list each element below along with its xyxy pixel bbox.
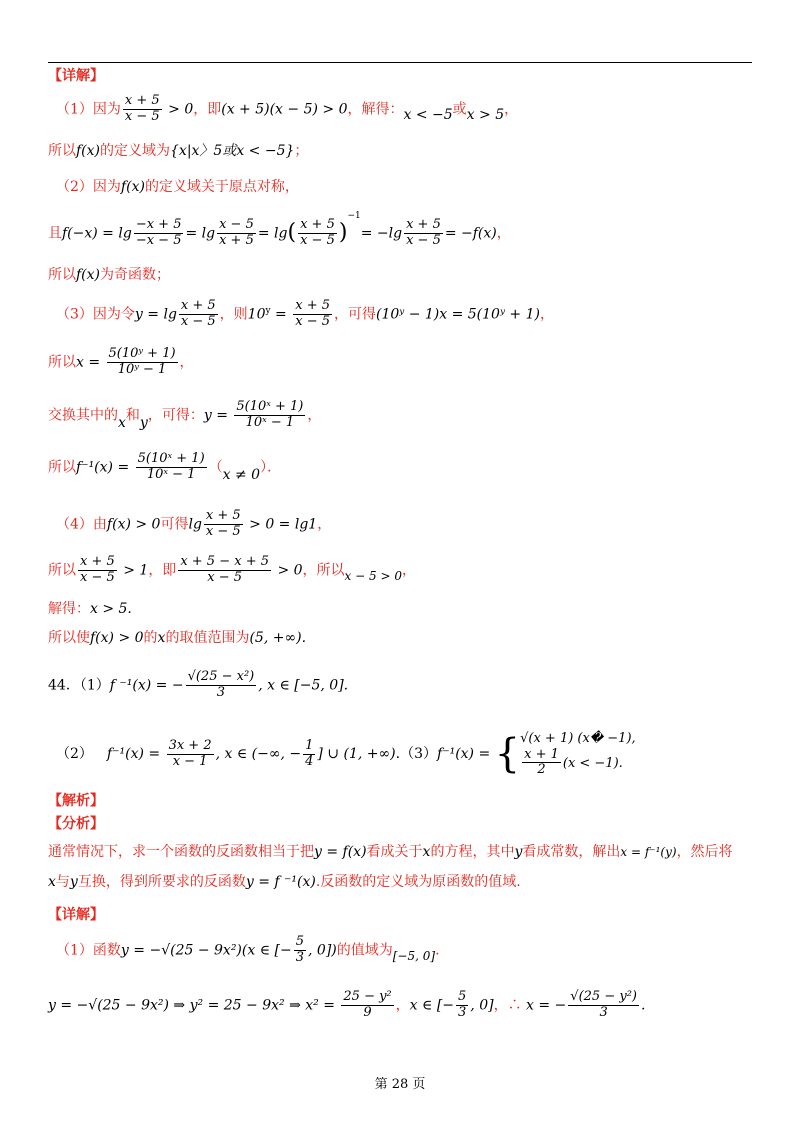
page-number: 第 28 页 <box>374 1077 426 1092</box>
fraction: $\frac{x + 5}{x - 5}$ <box>180 298 216 329</box>
fraction: $\frac{\text{√(25 − y²)}}{3}$ <box>570 989 637 1020</box>
fenxi-label: 【分析】 <box>48 816 104 832</box>
piecewise-cases: √(x + 1) (x� −1), $\frac{x + 1}{2}$ (x < −1). <box>520 731 636 778</box>
fraction: $\frac{x + 5}{x - 5}$ <box>205 508 241 539</box>
fraction: $\frac{x + 1}{2}$ <box>524 746 559 778</box>
part1-domain-line: 所以f(x)的定义域为{x|x〉5或x < −5}； <box>48 143 309 159</box>
fraction: $\frac{x - 5}{x + 5}$ <box>219 217 254 248</box>
fraction: $\frac{5}{3}$ <box>458 989 467 1020</box>
fraction: $\frac{3x + 2}{x - 1}$ <box>168 737 212 769</box>
fraction: $\frac{\text{5(10ʸ + 1)}}{\text{10ʸ − 1}}$ <box>108 346 176 377</box>
detail2-range-line: （1）函数y = −√(25 − 9x²)(x ∈ [− $\frac{5}{3}$ , 0])的值域为[−5, 0]. <box>56 934 440 965</box>
analysis-line-2: x与y互换，得到所要求的反函数y = f ⁻¹(x).反函数的定义域为原函数的值域. <box>48 874 521 890</box>
detail2-derivation-line: y = −√(25 − 9x²) ⇒ y² = 25 − 9x² ⇒ x² = $\frac{\text{25 − y²}}{9}$ ，x ∈ [− $\frac{5}{3}$ , 0]，∴ x = − $\frac{\text{√(25 − y²)}}{3}$ . <box>48 989 646 1020</box>
q44-part1-line: 44．（1）f ⁻¹(x) = − $\frac{\text{√(25 − x²)}}{3}$ , x ∈ [−5, 0]. <box>48 669 349 700</box>
part4-steps-line: 所以 $\frac{x + 5}{x - 5}$ > 1，即 $\frac{x + 5 - x + 5}{x - 5}$ > 0，所以x − 5 > 0， <box>48 554 416 585</box>
part2-equation-line: 且f(−x) = lg $\frac{-x + 5}{-x - 5}$ = lg $\frac{x - 5}{x + 5}$ = lg( $\frac{x + 5}{x - 5}$ )$^{-1}$= −lg $\frac{x + 5}{x - 5}$ = −f(x)， <box>48 210 511 248</box>
fraction: $\frac{\text{√(25 − x²)}}{3}$ <box>187 669 255 700</box>
q44-part2-3-line: （2） f⁻¹(x) = $\frac{3x + 2}{x - 1}$ , x ∈ (−∞, − $\frac{1}{4}$ ] ∪ (1, +∞).（3）f⁻¹(x) = { √(x + 1) (x� −1), $\frac{x + 1}{2}$ (x < −1). <box>56 731 636 778</box>
part4-line: （4）由f(x) > 0可得lg $\frac{x + 5}{x - 5}$ > 0 = lg1， <box>56 508 332 539</box>
part3-swap-line: 交换其中的x和y，可得：y = $\frac{\text{5(10ˣ + 1)}}{\text{10ˣ − 1}}$ ， <box>48 399 322 432</box>
part4-solve-line: 解得：x > 5. <box>48 601 132 617</box>
fraction: $\frac{5}{3}$ <box>295 934 305 965</box>
fraction: $\frac{\text{5(10ˣ + 1)}}{\text{10ˣ − 1}}$ <box>137 451 205 482</box>
detail2-label: 【详解】 <box>48 907 104 923</box>
fraction: $\frac{x + 5}{x - 5}$ <box>295 298 330 329</box>
fraction: $\frac{1}{4}$ <box>305 737 314 769</box>
header-rule <box>48 62 752 63</box>
fraction: $\frac{\text{25 − y²}}{9}$ <box>343 989 392 1020</box>
part2-conclusion-line: 所以f(x)为奇函数； <box>48 267 171 283</box>
fraction: $\frac{x + 5}{x - 5}$ <box>300 217 335 248</box>
part3-line: （3）因为令y = lg $\frac{x + 5}{x - 5}$ ，则$10^y$ = $\frac{x + 5}{x - 5}$ ，可得(10ʸ − 1)x = 5(10ʸ + 1)， <box>56 298 554 329</box>
part1-line: （1）因为 $\frac{x + 5}{x - 5}$ > 0，即(x + 5)(x − 5) > 0，解得：x < −5或x > 5， <box>56 93 519 124</box>
fraction: $\frac{x + 5}{x - 5}$ <box>124 93 160 124</box>
part3-x-line: 所以x = $\frac{\text{5(10ʸ + 1)}}{\text{10ʸ − 1}}$ ， <box>48 346 194 377</box>
detail-label: 【详解】 <box>48 68 104 84</box>
part2-line: （2）因为f(x)的定义域关于原点对称， <box>56 179 299 195</box>
fraction: $\frac{-x + 5}{-x - 5}$ <box>135 217 182 248</box>
fraction: $\frac{x + 5}{x - 5}$ <box>80 554 115 585</box>
part4-final-line: 所以使f(x) > 0的x的取值范围为(5, +∞). <box>48 630 307 646</box>
analysis-line-1: 通常情况下，求一个函数的反函数相当于把y = f(x)看成关于x的方程，其中y看成常数，解出x = f⁻¹(y)，然后将 <box>48 844 733 860</box>
fraction: $\frac{x + 5 - x + 5}{x - 5}$ <box>180 554 269 585</box>
jiexi-label: 【解析】 <box>48 793 104 809</box>
fraction: $\frac{x + 5}{x - 5}$ <box>406 217 441 248</box>
part3-inverse-line: 所以f⁻¹(x) = $\frac{\text{5(10ˣ + 1)}}{\text{10ˣ − 1}}$ （x ≠ 0）． <box>48 451 282 484</box>
fraction: $\frac{\text{5(10ˣ + 1)}}{\text{10ˣ − 1}}$ <box>236 399 304 430</box>
